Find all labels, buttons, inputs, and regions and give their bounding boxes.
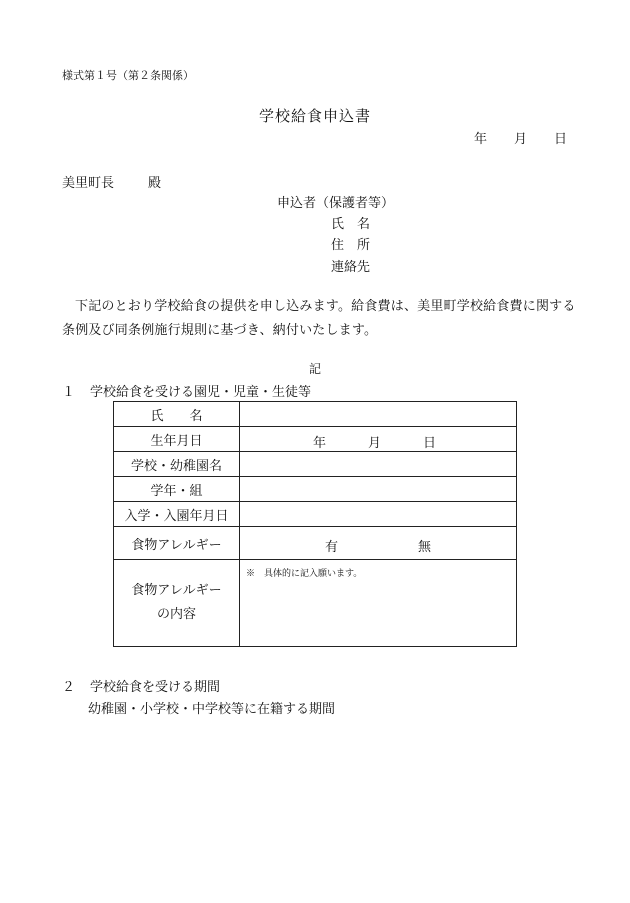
school-label: 学校・幼稚園名: [114, 452, 240, 477]
body-paragraph: 下記のとおり学校給食の提供を申し込みます。給食費は、美里町学校給食費に関する条例及び同条例施行規則に基づき、納付いたします。: [62, 299, 576, 338]
allergy-label: 食物アレルギー: [114, 527, 240, 560]
allergy-detail-value-cell[interactable]: [240, 560, 517, 647]
school-value-cell[interactable]: [240, 452, 517, 477]
allergy-detail-label-line2: の内容: [156, 607, 196, 622]
table-row: [114, 427, 517, 452]
allergy-detail-label-line1: 食物アレルギー: [131, 583, 222, 598]
dob-value-cell[interactable]: [240, 427, 517, 452]
document-title: 学校給食申込書: [258, 107, 371, 125]
applicant-heading: 申込者（保護者等）: [277, 196, 395, 211]
grade-value-cell[interactable]: [240, 477, 517, 502]
form-number: 様式第１号（第２条関係）: [62, 69, 194, 82]
dob-day: 日: [423, 436, 437, 451]
name-label: 氏 名: [114, 402, 240, 427]
table-row: [114, 402, 517, 427]
table-row: [114, 502, 517, 527]
date-year: 年: [474, 132, 488, 147]
name-value-cell[interactable]: [240, 402, 517, 427]
table-row: [114, 452, 517, 477]
detail-note: ※ 具体的に記入願います。: [246, 569, 363, 579]
dob-year: 年: [313, 436, 327, 451]
section1-title: 学校給食を受ける園児・児童・生徒等: [90, 385, 312, 400]
allergy-yes-option[interactable]: 有: [325, 540, 339, 555]
table-row: [114, 527, 517, 560]
table-row: [114, 477, 517, 502]
enroll-value-cell[interactable]: [240, 502, 517, 527]
addressee: [62, 172, 161, 191]
section2-number: ２: [62, 680, 76, 695]
table-row: [114, 560, 517, 647]
section1-number: １: [62, 385, 76, 400]
addressee-name: 美里町長: [62, 176, 115, 191]
addressee-honorific: 殿: [148, 176, 162, 191]
allergy-no-option[interactable]: 無: [418, 540, 432, 555]
allergy-value-cell[interactable]: [240, 527, 517, 560]
dob-month: 月: [368, 436, 382, 451]
section2-title: 学校給食を受ける期間: [90, 680, 221, 695]
allergy-detail-label: [114, 560, 240, 647]
period-text: 幼稚園・小学校・中学校等に在籍する期間: [88, 702, 336, 717]
section2-heading: [62, 676, 220, 695]
grade-label: 学年・組: [114, 477, 240, 502]
applicant-address-label: 住 所: [331, 238, 371, 253]
section1-heading: [62, 381, 311, 400]
dob-label: 生年月日: [114, 427, 240, 452]
enroll-label: 入学・入園年月日: [114, 502, 240, 527]
applicant-name-label: 氏 名: [331, 217, 371, 232]
ki-marker: 記: [308, 362, 321, 376]
date-day: 日: [554, 132, 568, 147]
student-info-table: [113, 401, 517, 647]
applicant-contact-label: 連絡先: [331, 260, 371, 275]
date-month: 月: [514, 132, 528, 147]
